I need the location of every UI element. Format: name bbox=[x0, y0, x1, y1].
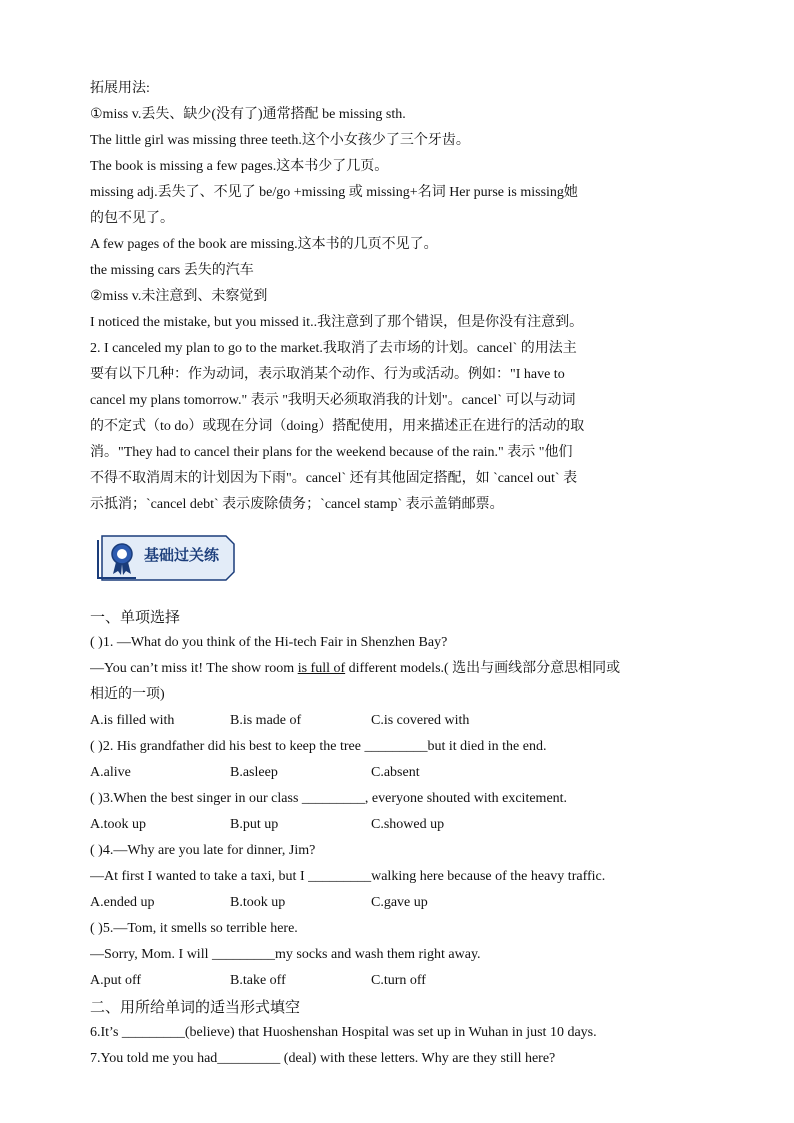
underlined-phrase: is full of bbox=[297, 661, 346, 676]
option-b: B.take off bbox=[230, 973, 286, 988]
option-b: B.asleep bbox=[230, 765, 278, 780]
option-c: C.turn off bbox=[371, 973, 426, 988]
options-row bbox=[90, 760, 710, 786]
usage-line: ②miss v.未注意到、未察觉到 bbox=[90, 289, 268, 304]
q1-text-b: different models.( 选出与画线部分意思相同或 bbox=[345, 661, 621, 676]
options-row bbox=[90, 708, 710, 734]
usage-line: 的包不见了。 bbox=[90, 211, 174, 226]
section-title: 一、单项选择 bbox=[90, 608, 181, 626]
question-line bbox=[90, 656, 710, 682]
usage-line: 消。"They had to cancel their plans for the weekend because of the rain." 表示 "他们 bbox=[90, 445, 573, 460]
options-row bbox=[90, 890, 710, 916]
fill-question: 6.It’s _________(believe) that Huoshenshan Hospital was set up in Wuhan in just 10 days. bbox=[90, 1025, 597, 1040]
option-a: A.ended up bbox=[90, 895, 155, 910]
usage-line: A few pages of the book are missing.这本书的几页不见了。 bbox=[90, 237, 438, 252]
option-a: A.alive bbox=[90, 765, 131, 780]
question-stem: ( )2. His grandfather did his best to keep the tree _________but it died in the end. bbox=[90, 739, 547, 754]
question-stem: ( )1. —What do you think of the Hi-tech Fair in Shenzhen Bay? bbox=[90, 635, 448, 650]
usage-line: the missing cars 丢失的汽车 bbox=[90, 263, 254, 278]
option-a: A.is filled with bbox=[90, 713, 175, 728]
option-a: A.put off bbox=[90, 973, 142, 988]
usage-line: The little girl was missing three teeth.这个小女孩少了三个牙齿。 bbox=[90, 133, 470, 148]
usage-line: missing adj.丢失了、不见了 be/go +missing 或 missing+名词 Her purse is missing她 bbox=[90, 185, 578, 200]
usage-line: cancel my plans tomorrow." 表示 "我明天必须取消我的计划"。cancel` 可以与动词 bbox=[90, 393, 576, 408]
option-b: B.took up bbox=[230, 895, 286, 910]
option-c: C.gave up bbox=[371, 895, 428, 910]
option-b: B.is made of bbox=[230, 713, 302, 728]
options-row bbox=[90, 968, 710, 994]
banner-label: 基础过关练 bbox=[144, 546, 220, 564]
fill-question: 7.You told me you had_________ (deal) with these letters. Why are they still here? bbox=[90, 1051, 556, 1066]
option-b: B.put up bbox=[230, 817, 279, 832]
usage-line: The book is missing a few pages.这本书少了几页。 bbox=[90, 159, 389, 174]
options-row bbox=[90, 812, 710, 838]
section-banner bbox=[96, 532, 238, 582]
option-a: A.took up bbox=[90, 817, 146, 832]
question-stem: ( )3.When the best singer in our class _________, everyone shouted with excitement. bbox=[90, 791, 568, 806]
question-line: —Sorry, Mom. I will _________my socks and wash them right away. bbox=[90, 947, 481, 962]
extended-usage-title: 拓展用法: bbox=[90, 81, 150, 96]
usage-line: 不得不取消周末的计划因为下雨"。cancel` 还有其他固定搭配，如 `cancel out` 表 bbox=[90, 471, 578, 486]
usage-line: I noticed the mistake, but you missed it..我注意到了那个错误，但是你没有注意到。 bbox=[90, 315, 584, 330]
q1-text-a: —You can’t miss it! The show room bbox=[90, 661, 298, 676]
usage-line: 要有以下几种：作为动词，表示取消某个动作、行为或活动。例如："I have to bbox=[90, 367, 565, 382]
option-c: C.absent bbox=[371, 765, 420, 780]
usage-line: ①miss v.丢失、缺少(没有了)通常搭配 be missing sth. bbox=[90, 107, 406, 122]
option-c: C.is covered with bbox=[371, 713, 470, 728]
usage-line: 的不定式（to do）或现在分词（doing）搭配使用，用来描述正在进行的活动的取 bbox=[90, 419, 585, 434]
usage-line: 示抵消；`cancel debt` 表示废除债务；`cancel stamp` 表示盖销邮票。 bbox=[90, 497, 504, 512]
question-line: —At first I wanted to take a taxi, but I _________walking here because of the heavy traffic. bbox=[90, 869, 606, 884]
question-line: 相近的一项) bbox=[90, 687, 165, 702]
option-c: C.showed up bbox=[371, 817, 445, 832]
question-stem: ( )4.—Why are you late for dinner, Jim? bbox=[90, 843, 316, 858]
usage-line: 2. I canceled my plan to go to the market.我取消了去市场的计划。cancel` 的用法主 bbox=[90, 341, 577, 356]
question-stem: ( )5.—Tom, it smells so terrible here. bbox=[90, 921, 298, 936]
section-title: 二、用所给单词的适当形式填空 bbox=[90, 998, 301, 1016]
